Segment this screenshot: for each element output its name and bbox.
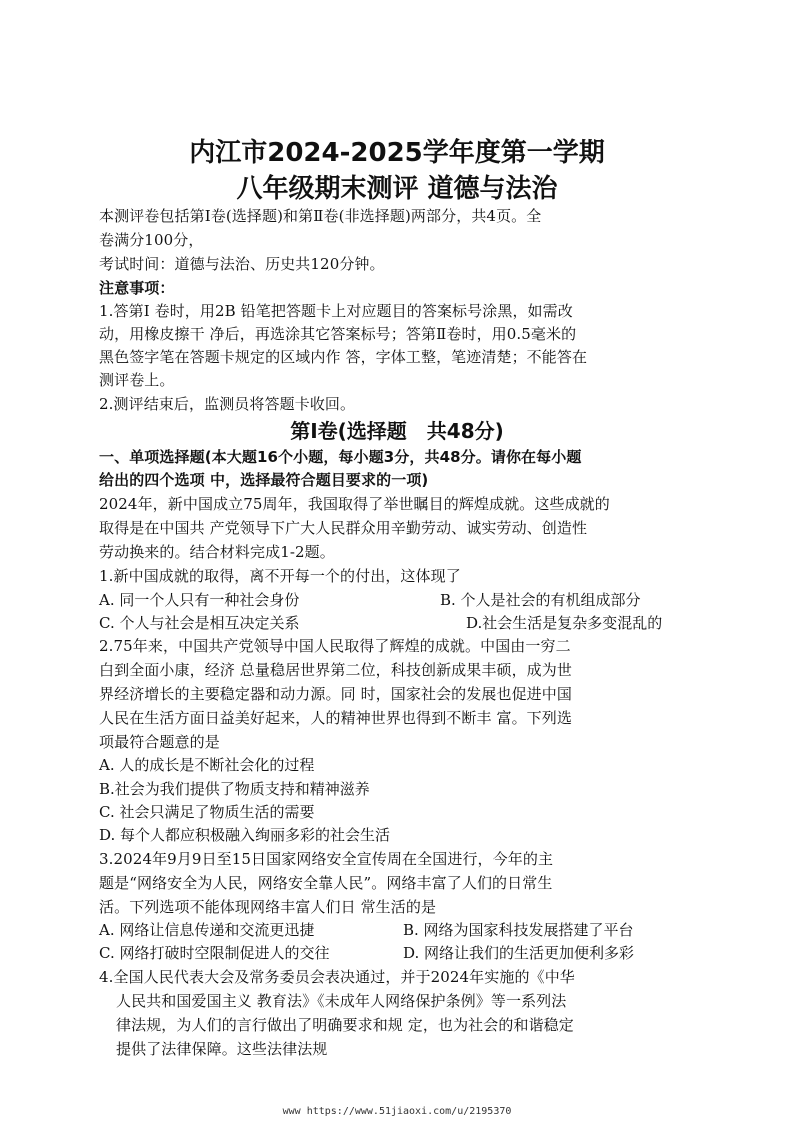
option-d: D.社会生活是复杂多变混乱的 xyxy=(466,614,663,632)
question-stem: 2.75年来，中国共产党领导中国人民取得了辉煌的成就。中国由一穷二 xyxy=(99,637,571,655)
option-b: B.社会为我们提供了物质支持和精神滋养 xyxy=(99,780,370,798)
material-line: 2024年，新中国成立75周年，我国取得了举世瞩目的辉煌成就。这些成就的 xyxy=(99,495,610,513)
option-c: C. 个人与社会是相互决定关系 xyxy=(99,614,300,632)
option-d: D. 网络让我们的生活更加便利多彩 xyxy=(403,944,635,962)
question-stem: 提供了法律保障。这些法律法规 xyxy=(116,1040,328,1058)
notes-line: 动，用橡皮擦干 净后，再选涂其它答案标号；答第Ⅱ卷时，用0.5毫米的 xyxy=(99,325,577,343)
question-stem: 白到全面小康，经济 总量稳居世界第二位，科技创新成果丰硕，成为世 xyxy=(99,661,572,679)
intro-line: 卷满分100分， xyxy=(99,231,204,249)
notes-line: 1.答第Ⅰ 卷时，用2B 铅笔把答题卡上对应题目的答案标号涂黑，如需改 xyxy=(99,302,573,320)
option-c: C. 社会只满足了物质生活的需要 xyxy=(99,803,315,821)
question-stem: 人民在生活方面日益美好起来，人的精神世界也得到不断丰 富。下列选 xyxy=(99,709,572,727)
intro-line: 本测评卷包括第Ⅰ卷(选择题)和第Ⅱ卷(非选择题)两部分，共4页。全 xyxy=(99,207,542,225)
intro-line: 考试时间：道德与法治、历史共120分钟。 xyxy=(99,255,385,273)
question-stem: 活。下列选项不能体现网络丰富人们日 常生活的是 xyxy=(99,898,437,916)
notes-line: 测评卷上。 xyxy=(99,371,175,389)
question-stem: 律法规，为人们的言行做出了明确要求和规 定，也为社会的和谐稳定 xyxy=(116,1016,574,1034)
question-stem: 界经济增长的主要稳定器和动力源。同 时，国家社会的发展也促进中国 xyxy=(99,685,572,703)
exam-title-line1: 内江市2024-2025学年度第一学期 xyxy=(189,138,605,168)
question-stem: 项最符合题意的是 xyxy=(99,733,220,751)
material-line: 取得是在中国共 产党领导下广大人民群众用辛勤劳动、诚实劳动、创造性 xyxy=(99,519,588,537)
question-stem: 1.新中国成就的取得，离不开每一个的付出，这体现了 xyxy=(99,567,461,585)
option-c: C. 网络打破时空限制促进人的交往 xyxy=(99,944,330,962)
exam-title-line2: 八年级期末测评 道德与法治 xyxy=(236,174,558,204)
question-stem: 题是“网络安全为人民，网络安全靠人民”。网络丰富了人们的日常生 xyxy=(99,874,553,892)
notes-line: 2.测评结束后，监测员将答题卡收回。 xyxy=(99,395,356,413)
section-instruction: 一、单项选择题(本大题16个小题，每小题3分，共48分。请你在每小题 xyxy=(99,448,582,466)
option-b: B. 网络为国家科技发展搭建了平台 xyxy=(403,921,634,939)
option-d: D. 每个人都应积极融入绚丽多彩的社会生活 xyxy=(99,826,391,844)
question-stem: 3.2024年9月9日至15日国家网络安全宣传周在全国进行，今年的主 xyxy=(99,850,554,868)
option-b: B. 个人是社会的有机组成部分 xyxy=(440,591,641,609)
notes-heading: 注意事项： xyxy=(99,279,175,297)
question-stem: 4.全国人民代表大会及常务委员会表决通过，并于2024年实施的《中华 xyxy=(99,968,575,986)
notes-line: 黑色签字笔在答题卡规定的区域内作 答，字体工整，笔迹清楚；不能答在 xyxy=(99,348,588,366)
section-instruction: 给出的四个选项 中，选择最符合题目要求的一项) xyxy=(99,471,429,489)
option-a: A. 同一个人只有一种社会身份 xyxy=(99,591,300,609)
question-stem: 人民共和国爱国主义 教育法》《未成年人网络保护条例》等一系列法 xyxy=(116,992,567,1010)
option-a: A. 网络让信息传递和交流更迅捷 xyxy=(99,921,315,939)
option-a: A. 人的成长是不断社会化的过程 xyxy=(99,756,315,774)
section-title: 第Ⅰ卷(选择题 共48分) xyxy=(290,419,504,443)
material-line: 劳动换来的。结合材料完成1-2题。 xyxy=(99,543,335,561)
source-watermark: www https://www.51jiaoxi.com/u/2195370 xyxy=(282,1106,512,1117)
